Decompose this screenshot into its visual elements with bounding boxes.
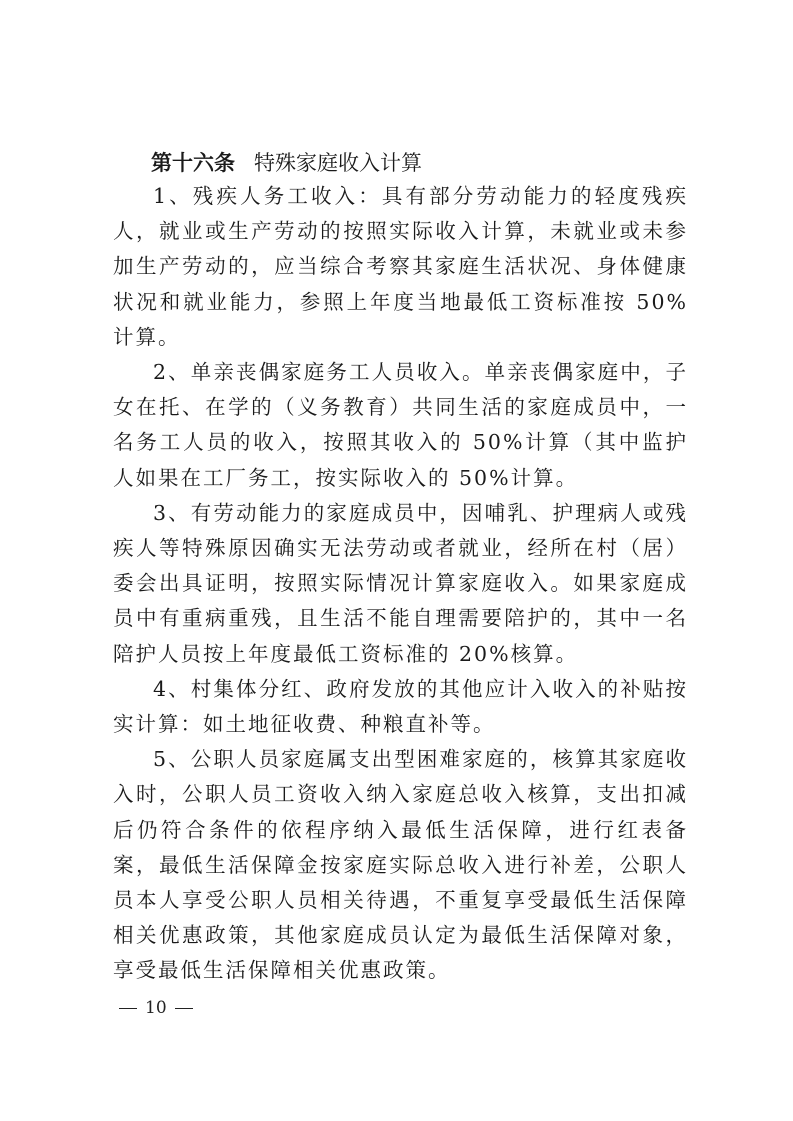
footer-dash-left [119, 1008, 137, 1009]
paragraph-1: 1、残疾人务工收入：具有部分劳动能力的轻度残疾人，就业或生产劳动的按照实际收入计算，未就业或未参加生产劳动的，应当综合考察其家庭生活状况、身体健康状况和就业能力，参照上年度当地最低工资标准按 50%计算。 [113, 184, 688, 349]
paragraph-5: 5、公职人员家庭属支出型困难家庭的，核算其家庭收入时，公职人员工资收入纳入家庭总收入核算，支出扣减后仍符合条件的依程序纳入最低生活保障，进行红表备案，最低生活保障金按家庭实际总收入进行补差，公职人员本人享受公职人员相关待遇，不重复享受最低生活保障相关优惠政策，其他家庭成员认定为最低生活保障对象，享受最低生活保障相关优惠政策。 [113, 747, 688, 983]
paragraph-3: 3、有劳动能力的家庭成员中，因哺乳、护理病人或残疾人等特殊原因确实无法劳动或者就业，经所在村（居）委会出具证明，按照实际情况计算家庭收入。如果家庭成员中有重病重残，且生活不能自理需要陪护的，其中一名陪护人员按上年度最低工资标准的 20%核算。 [113, 500, 688, 666]
article-title: 特殊家庭收入计算 [254, 151, 422, 175]
article-heading [113, 146, 688, 179]
paragraph-4: 4、村集体分红、政府发放的其他应计入收入的补贴按实计算：如土地征收费、种粮直补等。 [113, 676, 688, 737]
page-number: 10 [145, 998, 167, 1018]
paragraph-2: 2、单亲丧偶家庭务工人员收入。单亲丧偶家庭中，子女在托、在学的（义务教育）共同生活的家庭成员中，一名务工人员的收入，按照其收入的 50%计算（其中监护人如果在工厂务工，按实际收入的 50%计算。 [113, 360, 688, 490]
footer-dash-right [175, 1008, 193, 1009]
article-number: 第十六条 [151, 150, 235, 175]
page-footer [111, 996, 201, 1020]
document-body [113, 146, 688, 989]
